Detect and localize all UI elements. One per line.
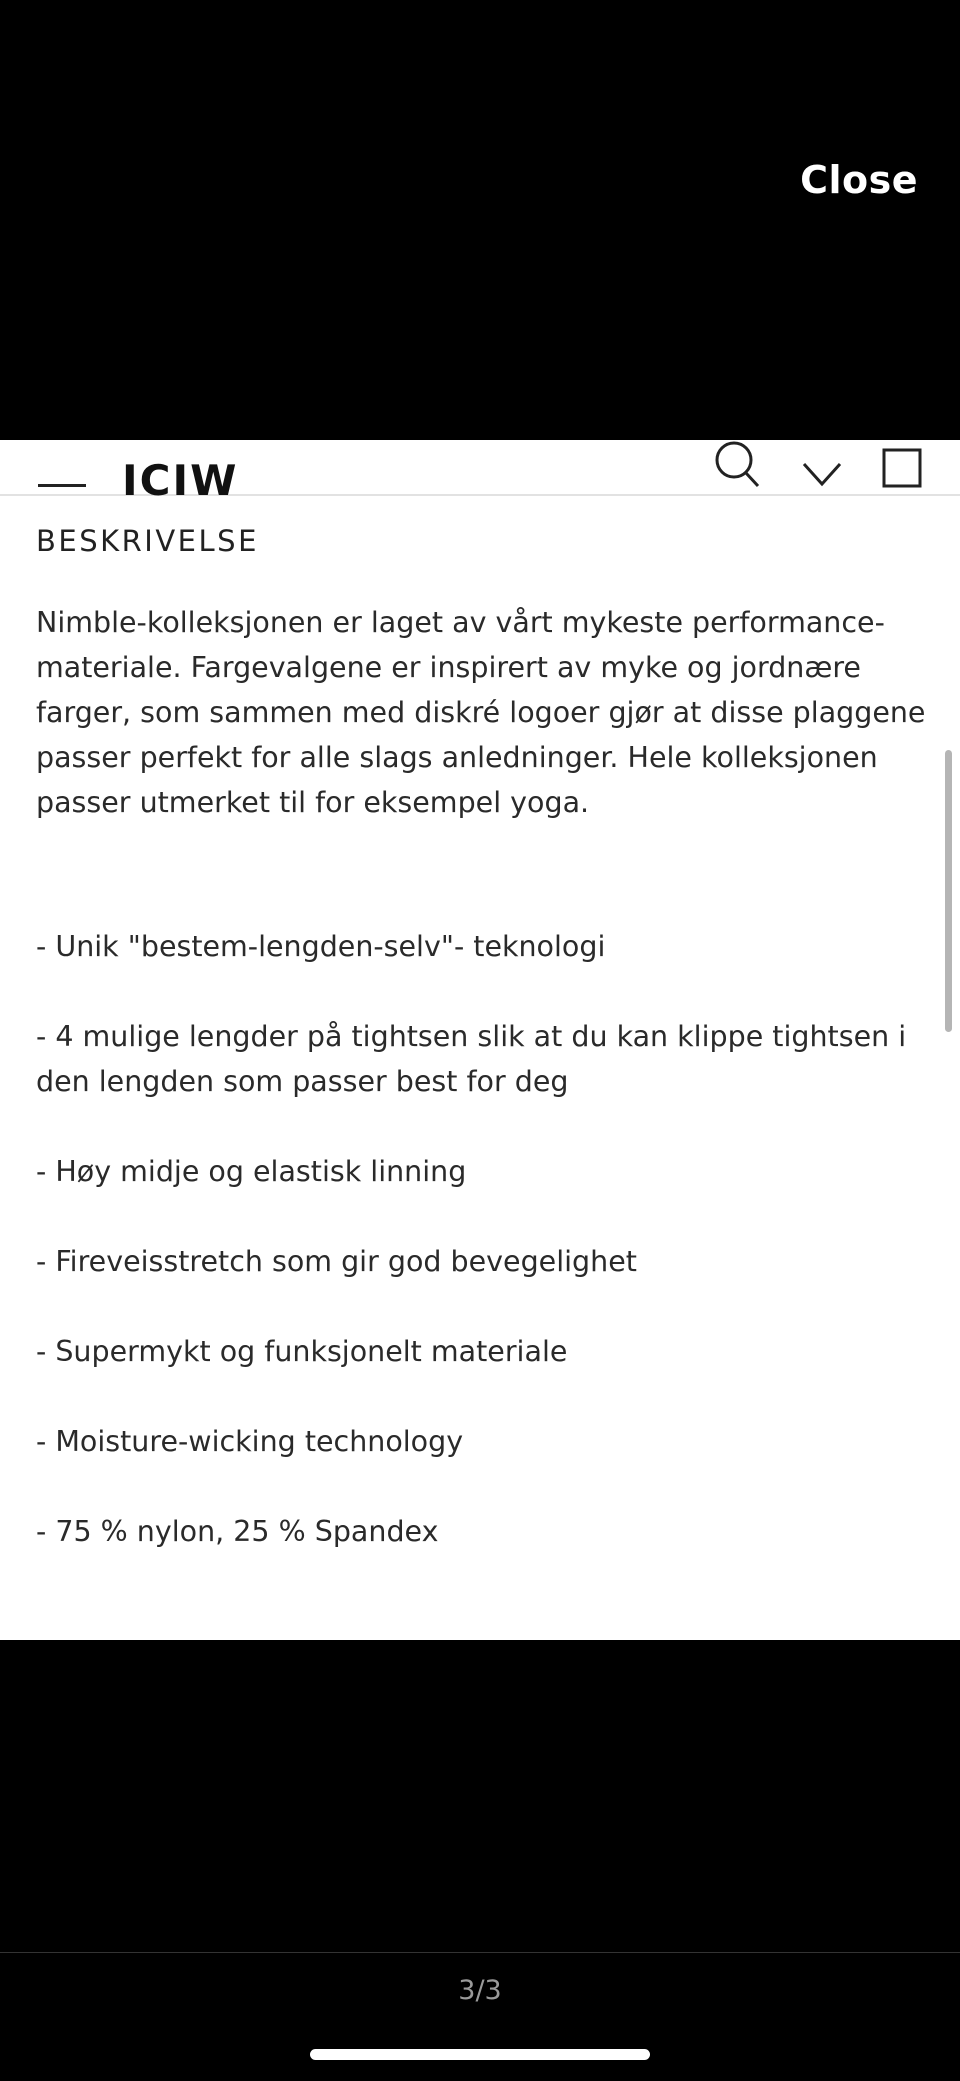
search-icon[interactable]: [712, 440, 762, 490]
scrollbar[interactable]: [945, 750, 952, 1032]
list-item: - Moisture-wicking technology: [36, 1425, 464, 1458]
list-item: - Fireveisstretch som gir god bevegelighet: [36, 1245, 637, 1278]
bag-icon[interactable]: [882, 440, 922, 490]
page-indicator: 3/3: [458, 1975, 502, 2006]
heart-icon[interactable]: [800, 440, 844, 490]
section-title: BESKRIVELSE: [36, 524, 259, 558]
home-indicator[interactable]: [310, 2049, 650, 2060]
site-header: [0, 440, 960, 505]
menu-icon[interactable]: [38, 484, 86, 487]
list-item: - 4 mulige lengder på tightsen slik at du kan klippe tightsen i den lengden som passer best for deg: [36, 1020, 907, 1098]
close-button[interactable]: Close: [800, 158, 918, 202]
page-bar: [0, 1952, 960, 2081]
feature-list: [36, 924, 926, 1554]
list-item: - Høy midje og elastisk linning: [36, 1155, 467, 1188]
site-logo[interactable]: ICIW: [122, 456, 239, 505]
list-item: - Unik "bestem-lengden-selv"- teknologi: [36, 930, 606, 963]
header-icons: [712, 440, 922, 490]
description-paragraph: Nimble-kolleksjonen er laget av vårt mykeste performance-materiale. Fargevalgene er inspirert av myke og jordnære farger, som sammen med diskré logoer gjør at disse plaggene passer perfekt for alle slags anledninger. Hele kolleksjonen passer utmerket til for eksempel yoga.: [36, 606, 926, 819]
screenshot-image: [0, 440, 960, 1640]
list-item: - Supermykt og funksjonelt materiale: [36, 1335, 568, 1368]
product-description: [36, 600, 926, 1554]
list-item: - 75 % nylon, 25 % Spandex: [36, 1515, 439, 1548]
